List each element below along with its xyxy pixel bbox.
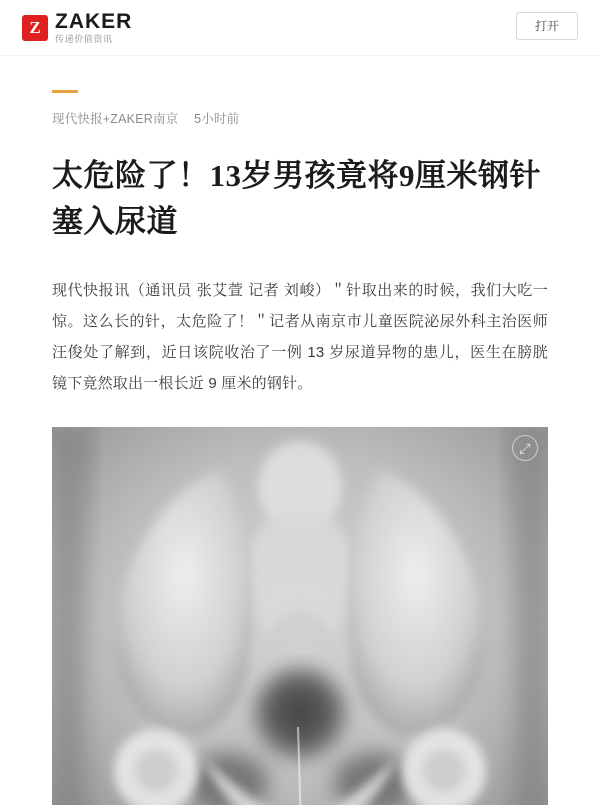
zaker-logo-icon: Z xyxy=(22,15,48,41)
article-source[interactable]: 现代快报+ZAKER南京 xyxy=(52,112,179,126)
article-meta xyxy=(52,109,548,127)
open-in-app-button[interactable]: 打开 xyxy=(516,12,578,40)
article-timestamp: 5小时前 xyxy=(194,112,240,126)
page-title: 太危险了！13岁男孩竟将9厘米钢针塞入尿道 xyxy=(52,158,541,239)
accent-divider xyxy=(52,90,78,93)
article-paragraph: 现代快报讯（通讯员 张艾萱 记者 刘峻）＂针取出来的时候，我们大吃一惊。这么长的针，太危险了！＂记者从南京市儿童医院泌尿外科主治医师汪俊处了解到，近日该院收治了一例 13 岁尿道异物的患儿，医生在膀胱镜下竟然取出一根长近 9 厘米的钢针。 xyxy=(52,282,548,392)
article-image[interactable] xyxy=(52,427,548,805)
article-body xyxy=(0,90,600,805)
brand-text-group xyxy=(55,11,132,44)
app-header xyxy=(0,0,600,56)
brand-tagline: 传递价值资讯 xyxy=(55,34,113,44)
brand-logo[interactable] xyxy=(22,11,132,44)
expand-icon[interactable]: ⤢ xyxy=(512,435,538,461)
brand-name: ZAKER xyxy=(55,10,133,33)
